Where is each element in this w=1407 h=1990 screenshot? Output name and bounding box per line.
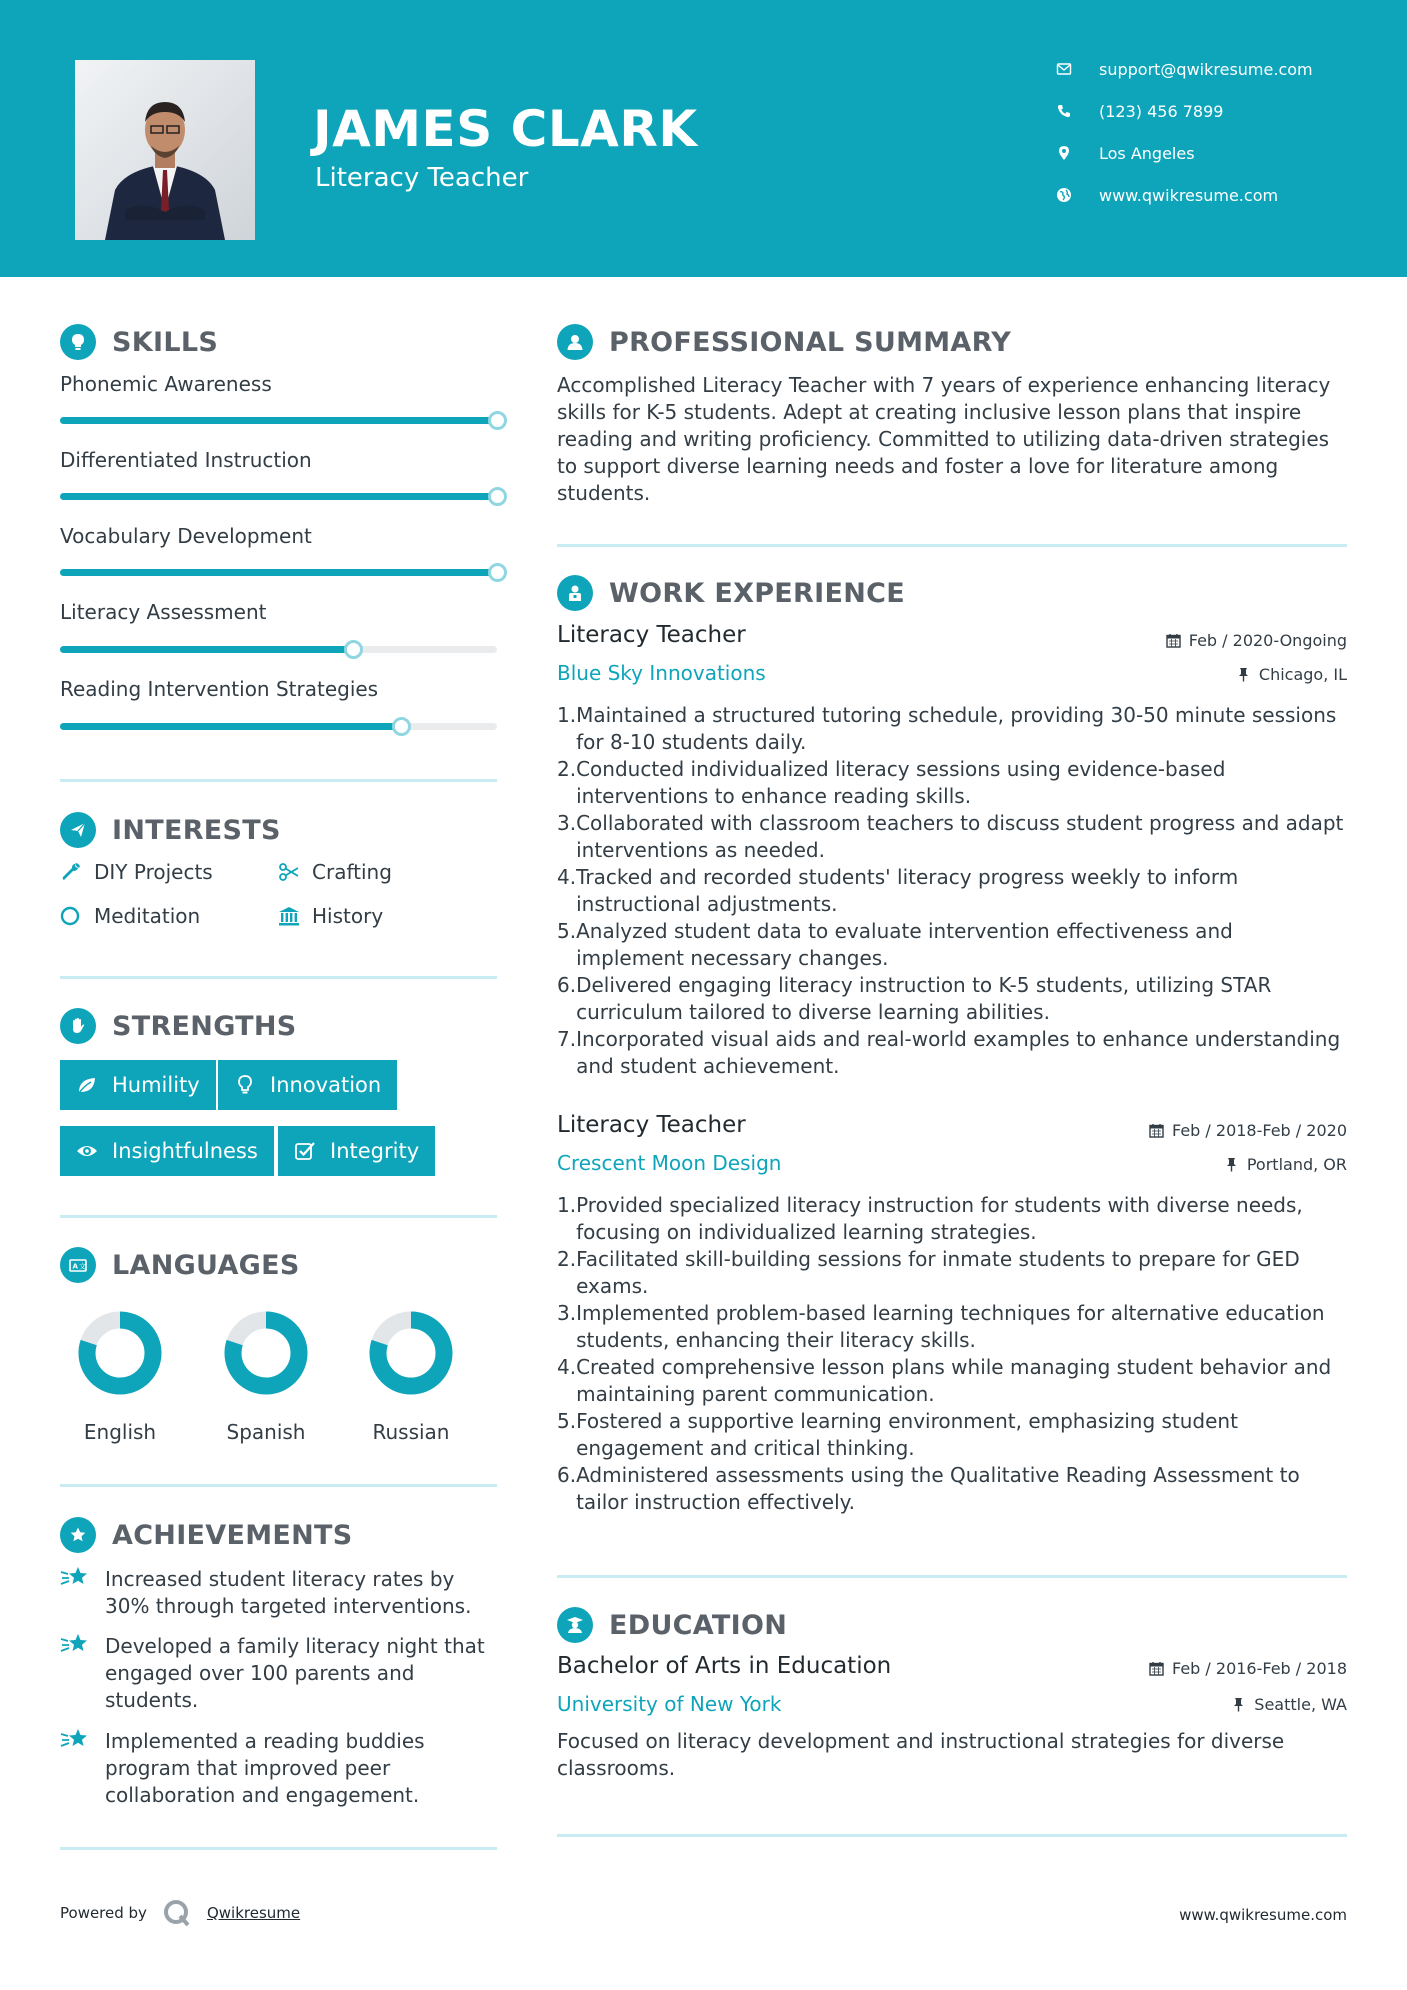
contact-location — [1055, 138, 1355, 168]
skills-heading — [60, 322, 218, 362]
list-item: 7. Incorporated visual aids and real-world examples to enhance understanding and student achievement. — [557, 1027, 1341, 1078]
achievement-text: Developed a family literacy night that engaged over 100 parents and students. — [105, 1634, 485, 1712]
achievement-item — [60, 1728, 500, 1809]
job-dates — [1166, 631, 1347, 650]
checkbox-icon — [294, 1140, 316, 1162]
header-banner — [0, 0, 1407, 277]
star-badge-icon — [60, 1517, 96, 1553]
wrench-icon — [60, 861, 82, 883]
strength-tag — [60, 1126, 274, 1176]
education-degree: Bachelor of Arts in Education — [557, 1653, 892, 1679]
skill-bar — [60, 646, 497, 653]
experience-title: WORK EXPERIENCE — [609, 577, 905, 609]
achievement-text: Increased student literacy rates by 30% through targeted interventions. — [105, 1567, 472, 1618]
skill-bar-fill — [60, 723, 401, 730]
interest-label: Crafting — [312, 860, 392, 884]
contact-email[interactable] — [1055, 54, 1355, 84]
calendar-icon — [1149, 1123, 1164, 1138]
language-item — [211, 1310, 321, 1444]
languages-heading — [60, 1245, 300, 1285]
lightbulb-icon — [234, 1074, 256, 1096]
svg-text:文: 文 — [79, 1262, 86, 1271]
education-school: University of New York — [557, 1692, 782, 1716]
qwikresume-logo-icon — [162, 1898, 192, 1928]
hand-icon — [60, 1008, 96, 1044]
user-icon — [557, 324, 593, 360]
graduate-icon — [557, 1607, 593, 1643]
language-label: English — [83, 1420, 157, 1444]
skill-bar-knob — [392, 717, 411, 736]
strength-tag — [218, 1060, 397, 1110]
section-divider — [557, 1834, 1347, 1837]
strengths-heading — [60, 1006, 297, 1046]
list-item: 6. Administered assessments using the Qualitative Reading Assessment to tailor instruction effectively. — [557, 1463, 1300, 1514]
candidate-name: JAMES CLARK — [313, 100, 698, 158]
interest-item — [278, 904, 383, 928]
list-item: 3. Implemented problem-based learning techniques for alternative education students, enhancing their literacy skills. — [557, 1301, 1325, 1352]
strength-tag — [278, 1126, 435, 1176]
contact-email-text: support@qwikresume.com — [1099, 59, 1313, 79]
skill-label: Phonemic Awareness — [60, 372, 272, 396]
calendar-icon — [1166, 633, 1181, 648]
achievement-item — [60, 1566, 500, 1620]
interest-item — [60, 860, 213, 884]
language-donut — [77, 1310, 163, 1396]
contact-website-text: www.qwikresume.com — [1099, 185, 1279, 205]
summary-title: PROFESSIONAL SUMMARY — [609, 326, 1012, 358]
contact-phone[interactable] — [1055, 96, 1355, 126]
museum-icon — [278, 905, 300, 927]
phone-icon — [1055, 102, 1073, 120]
list-item: 2. Facilitated skill-building sessions for inmate students to prepare for GED exams. — [557, 1247, 1300, 1298]
strength-label: Humility — [112, 1073, 200, 1097]
eye-icon — [76, 1140, 98, 1162]
list-item: 1. Maintained a structured tutoring schedule, providing 30-50 minute sessions for 8-10 students daily. — [557, 703, 1337, 754]
job-company: Crescent Moon Design — [557, 1151, 782, 1175]
achievements-title: ACHIEVEMENTS — [112, 1519, 353, 1551]
interests-heading — [60, 810, 281, 850]
section-divider — [557, 544, 1347, 547]
skill-bar — [60, 723, 497, 730]
paper-plane-icon — [60, 812, 96, 848]
language-item — [65, 1310, 175, 1444]
skill-bar-fill — [60, 417, 497, 424]
contact-website[interactable] — [1055, 180, 1355, 210]
interests-title: INTERESTS — [112, 814, 281, 846]
shooting-star-icon — [60, 1726, 92, 1754]
contact-phone-text: (123) 456 7899 — [1099, 101, 1224, 121]
skill-bar — [60, 569, 497, 576]
strength-label: Integrity — [330, 1139, 420, 1163]
candidate-title: Literacy Teacher — [315, 163, 529, 193]
job-location-text: Portland, OR — [1246, 1155, 1347, 1174]
list-item: 4. Created comprehensive lesson plans while managing student behavior and maintaining parent communication. — [557, 1355, 1332, 1406]
strengths-title: STRENGTHS — [112, 1010, 297, 1042]
section-divider — [60, 1484, 497, 1487]
list-item: 5. Fostered a supportive learning environment, emphasizing student engagement and critical thinking. — [557, 1409, 1238, 1460]
skill-bar-knob — [488, 411, 507, 430]
job-dates-text: Feb / 2018-Feb / 2020 — [1172, 1121, 1347, 1140]
section-divider — [60, 779, 497, 782]
section-divider — [60, 976, 497, 979]
profile-photo — [75, 60, 255, 240]
skill-label: Vocabulary Development — [60, 524, 312, 548]
skill-bar-fill — [60, 646, 353, 653]
language-icon — [60, 1247, 96, 1283]
education-location-text: Seattle, WA — [1254, 1695, 1347, 1714]
achievement-text: Implemented a reading buddies program that improved peer collaboration and engagement. — [105, 1729, 425, 1807]
qwikresume-link[interactable]: Qwikresume — [206, 1904, 301, 1922]
education-text: Focused on literacy development and instructional strategies for diverse classrooms. — [557, 1729, 1285, 1780]
calendar-icon — [1149, 1661, 1164, 1676]
skill-label: Literacy Assessment — [60, 600, 267, 624]
strength-tag — [60, 1060, 216, 1110]
language-item — [356, 1310, 466, 1444]
education-dates — [1149, 1659, 1347, 1678]
circle-icon — [60, 905, 82, 927]
shooting-star-icon — [60, 1631, 92, 1659]
footer-powered-by — [60, 1898, 300, 1928]
pushpin-icon — [1231, 1697, 1246, 1712]
interest-item — [278, 860, 392, 884]
interest-label: History — [312, 904, 384, 928]
strength-label: Innovation — [270, 1073, 382, 1097]
scissors-icon — [278, 861, 300, 883]
list-item: 4. Tracked and recorded students' literacy progress weekly to inform instructional adjustments. — [557, 865, 1239, 916]
skill-bar-knob — [488, 563, 507, 582]
experience-heading — [557, 573, 905, 613]
summary-text: Accomplished Literacy Teacher with 7 years of experience enhancing literacy skills for K-5 students. Adept at creating inclusive lesson plans that inspire reading and writing proficiency. Committed to utilizing data-driven strategies to support diverse learning needs and foster a love for literature among students. — [557, 373, 1331, 505]
briefcase-user-icon — [557, 575, 593, 611]
language-donut — [368, 1310, 454, 1396]
achievements-heading — [60, 1515, 353, 1555]
job-dates — [1149, 1121, 1347, 1140]
skill-bar-knob — [488, 487, 507, 506]
skill-bar-knob — [344, 640, 363, 659]
job-title: Literacy Teacher — [557, 1112, 746, 1138]
list-item: 6. Delivered engaging literacy instruction to K-5 students, utilizing STAR curriculum tailored to diverse learning abilities. — [557, 973, 1272, 1024]
job-dates-text: Feb / 2020-Ongoing — [1188, 631, 1347, 650]
pushpin-icon — [1236, 667, 1251, 682]
shooting-star-icon — [60, 1564, 92, 1592]
footer-url[interactable]: www.qwikresume.com — [1179, 1906, 1347, 1924]
section-divider — [60, 1847, 497, 1850]
language-label: Spanish — [226, 1420, 306, 1444]
education-heading — [557, 1605, 787, 1645]
interest-item — [60, 904, 200, 928]
skill-label: Differentiated Instruction — [60, 448, 312, 472]
location-pin-icon — [1055, 144, 1073, 162]
education-location — [1231, 1695, 1347, 1714]
language-donut — [223, 1310, 309, 1396]
globe-icon — [1055, 186, 1073, 204]
job-title: Literacy Teacher — [557, 622, 746, 648]
job-bullets — [557, 1192, 1347, 1516]
language-label: Russian — [372, 1420, 450, 1444]
list-item: 2. Conducted individualized literacy sessions using evidence-based interventions to enhance reading skills. — [557, 757, 1226, 808]
skill-bar — [60, 493, 497, 500]
lightbulb-icon — [60, 324, 96, 360]
interest-label: DIY Projects — [94, 860, 213, 884]
job-location — [1236, 665, 1347, 684]
job-location-text: Chicago, IL — [1258, 665, 1347, 684]
skill-bar-fill — [60, 569, 497, 576]
languages-title: LANGUAGES — [112, 1249, 300, 1281]
list-item: 3. Collaborated with classroom teachers to discuss student progress and adapt interventions as needed. — [557, 811, 1344, 862]
contact-location-text: Los Angeles — [1099, 143, 1195, 163]
interest-label: Meditation — [94, 904, 201, 928]
pushpin-icon — [1224, 1157, 1239, 1172]
list-item: 5. Analyzed student data to evaluate intervention effectiveness and implement necessary changes. — [557, 919, 1233, 970]
summary-heading — [557, 322, 1011, 362]
section-divider — [60, 1215, 497, 1218]
skill-label: Reading Intervention Strategies — [60, 677, 379, 701]
education-title: EDUCATION — [609, 1609, 788, 1641]
education-dates-text: Feb / 2016-Feb / 2018 — [1172, 1659, 1347, 1678]
section-divider — [557, 1575, 1347, 1578]
strength-label: Insightfulness — [112, 1139, 258, 1163]
skills-title: SKILLS — [112, 326, 219, 358]
job-company: Blue Sky Innovations — [557, 661, 766, 685]
svg-text:A: A — [72, 1262, 78, 1271]
job-bullets — [557, 702, 1347, 1080]
leaf-icon — [76, 1074, 98, 1096]
powered-by-text: Powered by — [60, 1904, 147, 1922]
list-item: 1. Provided specialized literacy instruction for students with diverse needs, focusing on individualized learning strategies. — [557, 1193, 1303, 1244]
skill-bar-fill — [60, 493, 497, 500]
achievement-item — [60, 1633, 500, 1714]
skill-bar — [60, 417, 497, 424]
envelope-icon — [1055, 60, 1073, 78]
job-location — [1224, 1155, 1347, 1174]
